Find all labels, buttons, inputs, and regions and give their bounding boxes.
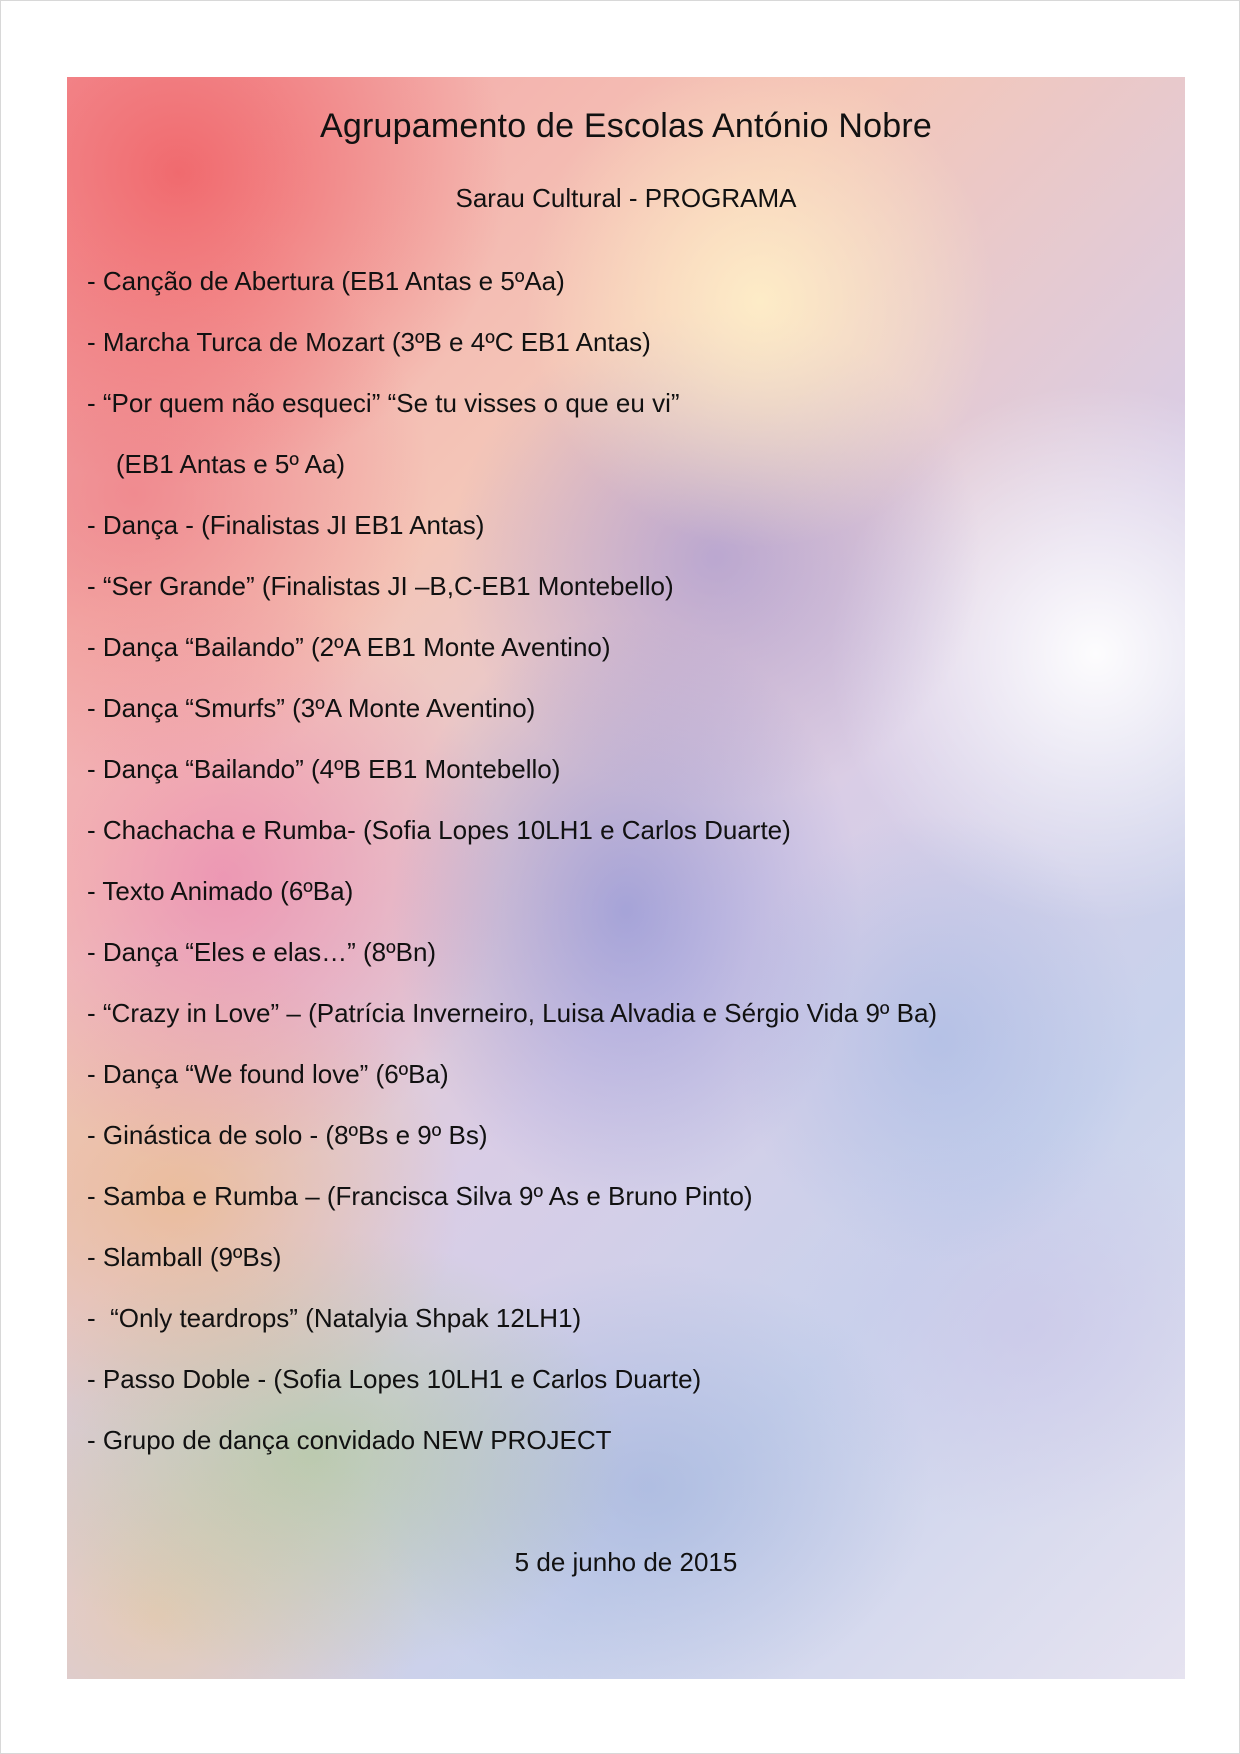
program-item: - Dança - (Finalistas JI EB1 Antas) bbox=[87, 510, 485, 540]
program-item: - Slamball (9ºBs) bbox=[87, 1242, 282, 1272]
program-list bbox=[87, 251, 937, 1471]
program-item: - Samba e Rumba – (Francisca Silva 9º As e Bruno Pinto) bbox=[87, 1181, 753, 1211]
program-item: - Dança “Bailando” (2ºA EB1 Monte Aventino) bbox=[87, 632, 611, 662]
school-title: Agrupamento de Escolas António Nobre bbox=[319, 107, 933, 145]
program-item: - Ginástica de solo - (8ºBs e 9º Bs) bbox=[87, 1120, 488, 1150]
program-item: - Dança “Smurfs” (3ºA Monte Aventino) bbox=[87, 693, 536, 723]
program-item: - Grupo de dança convidado NEW PROJECT bbox=[87, 1425, 612, 1455]
event-date: 5 de junho de 2015 bbox=[514, 1547, 738, 1577]
program-item: - Dança “Bailando” (4ºB EB1 Montebello) bbox=[87, 754, 561, 784]
program-item: - “Ser Grande” (Finalistas JI –B,C-EB1 Montebello) bbox=[87, 571, 674, 601]
program-item: - “Only teardrops” (Natalyia Shpak 12LH1) bbox=[87, 1303, 582, 1333]
program-item: - Texto Animado (6ºBa) bbox=[87, 876, 354, 906]
program-item: - “Crazy in Love” – (Patrícia Inverneiro, Luisa Alvadia e Sérgio Vida 9º Ba) bbox=[87, 998, 938, 1028]
watercolor-background bbox=[67, 77, 1185, 1679]
event-subtitle: Sarau Cultural - PROGRAMA bbox=[455, 183, 797, 213]
program-item: - Chachacha e Rumba- (Sofia Lopes 10LH1 e Carlos Duarte) bbox=[87, 815, 791, 845]
program-item-continuation: (EB1 Antas e 5º Aa) bbox=[87, 449, 346, 479]
program-item: - Dança “Eles e elas…” (8ºBn) bbox=[87, 937, 437, 967]
program-item: - Passo Doble - (Sofia Lopes 10LH1 e Carlos Duarte) bbox=[87, 1364, 702, 1394]
program-item: - Marcha Turca de Mozart (3ºB e 4ºC EB1 Antas) bbox=[87, 327, 651, 357]
program-item: - “Por quem não esqueci” “Se tu visses o que eu vi” bbox=[87, 388, 680, 418]
program-item: - Dança “We found love” (6ºBa) bbox=[87, 1059, 449, 1089]
program-item: - Canção de Abertura (EB1 Antas e 5ºAa) bbox=[87, 266, 565, 296]
